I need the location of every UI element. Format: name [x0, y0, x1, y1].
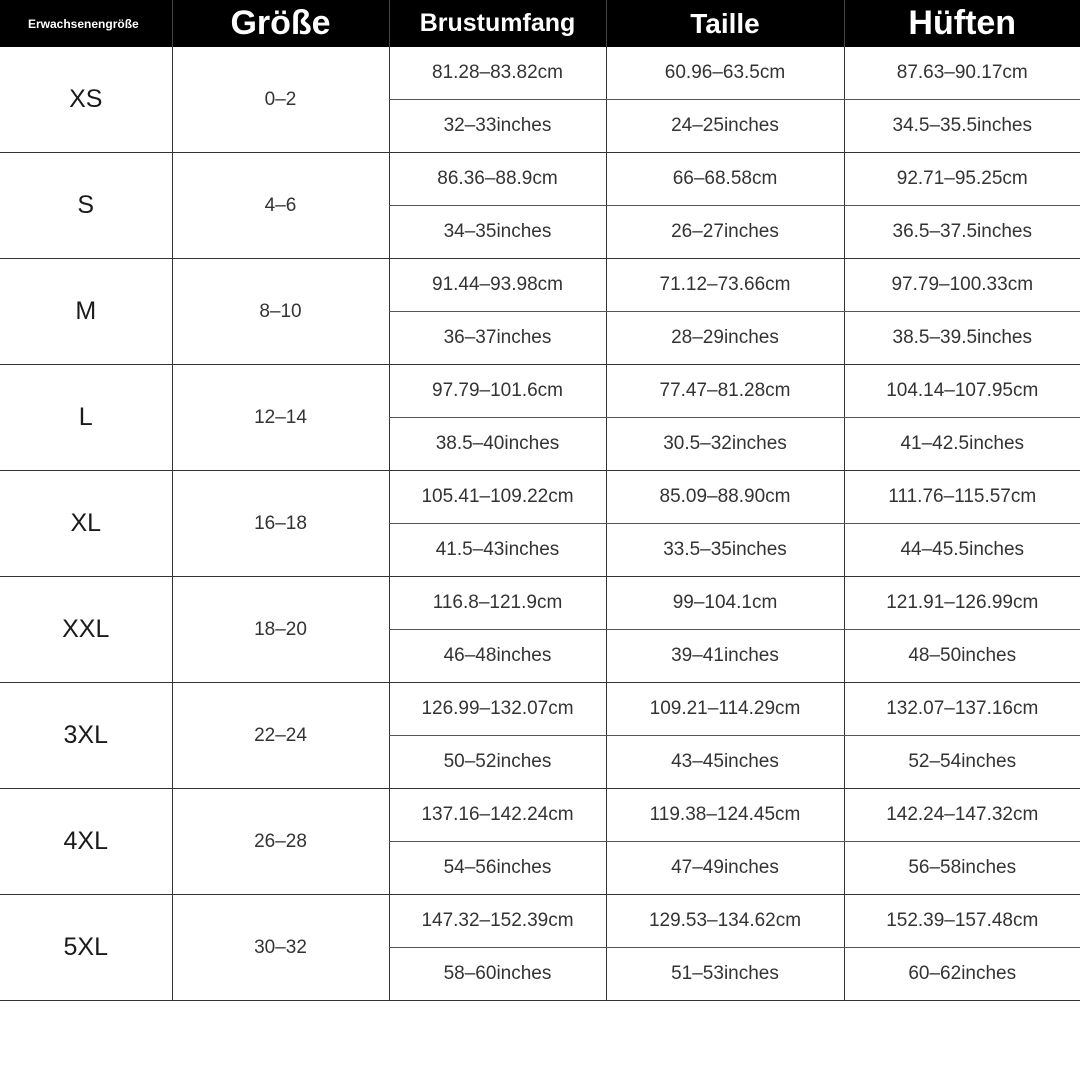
size-row-cm: [0, 895, 1080, 948]
hip-cm-cell: 142.24–147.32cm: [844, 789, 1080, 842]
header-chest: Brustumfang: [389, 0, 606, 47]
table-header: [0, 0, 1080, 47]
size-label: M: [0, 259, 172, 365]
chest-cm-cell: 126.99–132.07cm: [389, 683, 606, 736]
size-label: XL: [0, 471, 172, 577]
chest-cm-cell: 147.32–152.39cm: [389, 895, 606, 948]
chest-inches-cell: 50–52inches: [389, 736, 606, 789]
chest-inches-cell: 54–56inches: [389, 842, 606, 895]
header-waist: Taille: [606, 0, 844, 47]
size-row-cm: [0, 365, 1080, 418]
waist-cm-cell: 85.09–88.90cm: [606, 471, 844, 524]
size-range: 4–6: [172, 153, 389, 259]
waist-inches-cell: 28–29inches: [606, 312, 844, 365]
waist-cm-cell: 71.12–73.66cm: [606, 259, 844, 312]
size-row-cm: [0, 577, 1080, 630]
chest-cm-cell: 105.41–109.22cm: [389, 471, 606, 524]
waist-inches-cell: 24–25inches: [606, 100, 844, 153]
size-range: 18–20: [172, 577, 389, 683]
waist-cm-cell: 66–68.58cm: [606, 153, 844, 206]
chest-inches-cell: 36–37inches: [389, 312, 606, 365]
size-row-cm: [0, 47, 1080, 100]
hip-inches-cell: 41–42.5inches: [844, 418, 1080, 471]
size-row-cm: [0, 789, 1080, 842]
waist-cm-cell: 60.96–63.5cm: [606, 47, 844, 100]
chest-cm-cell: 137.16–142.24cm: [389, 789, 606, 842]
size-label: L: [0, 365, 172, 471]
size-label: 3XL: [0, 683, 172, 789]
chest-inches-cell: 41.5–43inches: [389, 524, 606, 577]
waist-inches-cell: 43–45inches: [606, 736, 844, 789]
header-size: Größe: [172, 0, 389, 47]
size-range: 30–32: [172, 895, 389, 1001]
hip-cm-cell: 152.39–157.48cm: [844, 895, 1080, 948]
size-range: 22–24: [172, 683, 389, 789]
size-row-cm: [0, 153, 1080, 206]
size-label: XS: [0, 47, 172, 153]
hip-cm-cell: 87.63–90.17cm: [844, 47, 1080, 100]
hip-cm-cell: 132.07–137.16cm: [844, 683, 1080, 736]
chest-inches-cell: 34–35inches: [389, 206, 606, 259]
header-adult-size: Erwachsenengröße: [0, 0, 172, 47]
size-range: 16–18: [172, 471, 389, 577]
chest-inches-cell: 58–60inches: [389, 948, 606, 1001]
chest-cm-cell: 91.44–93.98cm: [389, 259, 606, 312]
size-label: 5XL: [0, 895, 172, 1001]
waist-cm-cell: 99–104.1cm: [606, 577, 844, 630]
waist-inches-cell: 39–41inches: [606, 630, 844, 683]
size-range: 8–10: [172, 259, 389, 365]
chest-cm-cell: 86.36–88.9cm: [389, 153, 606, 206]
size-row-cm: [0, 259, 1080, 312]
hip-inches-cell: 56–58inches: [844, 842, 1080, 895]
hip-cm-cell: 111.76–115.57cm: [844, 471, 1080, 524]
hip-cm-cell: 121.91–126.99cm: [844, 577, 1080, 630]
size-label: 4XL: [0, 789, 172, 895]
size-row-cm: [0, 683, 1080, 736]
waist-inches-cell: 51–53inches: [606, 948, 844, 1001]
hip-inches-cell: 52–54inches: [844, 736, 1080, 789]
hip-cm-cell: 92.71–95.25cm: [844, 153, 1080, 206]
hip-inches-cell: 36.5–37.5inches: [844, 206, 1080, 259]
chest-cm-cell: 81.28–83.82cm: [389, 47, 606, 100]
chest-inches-cell: 32–33inches: [389, 100, 606, 153]
size-label: S: [0, 153, 172, 259]
waist-inches-cell: 30.5–32inches: [606, 418, 844, 471]
chest-inches-cell: 46–48inches: [389, 630, 606, 683]
hip-inches-cell: 44–45.5inches: [844, 524, 1080, 577]
chest-cm-cell: 116.8–121.9cm: [389, 577, 606, 630]
waist-cm-cell: 119.38–124.45cm: [606, 789, 844, 842]
chest-cm-cell: 97.79–101.6cm: [389, 365, 606, 418]
waist-inches-cell: 26–27inches: [606, 206, 844, 259]
header-hip: Hüften: [844, 0, 1080, 47]
hip-inches-cell: 60–62inches: [844, 948, 1080, 1001]
size-row-cm: [0, 471, 1080, 524]
waist-cm-cell: 77.47–81.28cm: [606, 365, 844, 418]
header-row: [0, 0, 1080, 47]
chest-inches-cell: 38.5–40inches: [389, 418, 606, 471]
size-range: 26–28: [172, 789, 389, 895]
waist-inches-cell: 33.5–35inches: [606, 524, 844, 577]
waist-cm-cell: 109.21–114.29cm: [606, 683, 844, 736]
table-body: [0, 47, 1080, 1001]
hip-cm-cell: 104.14–107.95cm: [844, 365, 1080, 418]
hip-inches-cell: 34.5–35.5inches: [844, 100, 1080, 153]
size-label: XXL: [0, 577, 172, 683]
size-range: 12–14: [172, 365, 389, 471]
size-range: 0–2: [172, 47, 389, 153]
hip-inches-cell: 38.5–39.5inches: [844, 312, 1080, 365]
hip-cm-cell: 97.79–100.33cm: [844, 259, 1080, 312]
waist-inches-cell: 47–49inches: [606, 842, 844, 895]
waist-cm-cell: 129.53–134.62cm: [606, 895, 844, 948]
hip-inches-cell: 48–50inches: [844, 630, 1080, 683]
